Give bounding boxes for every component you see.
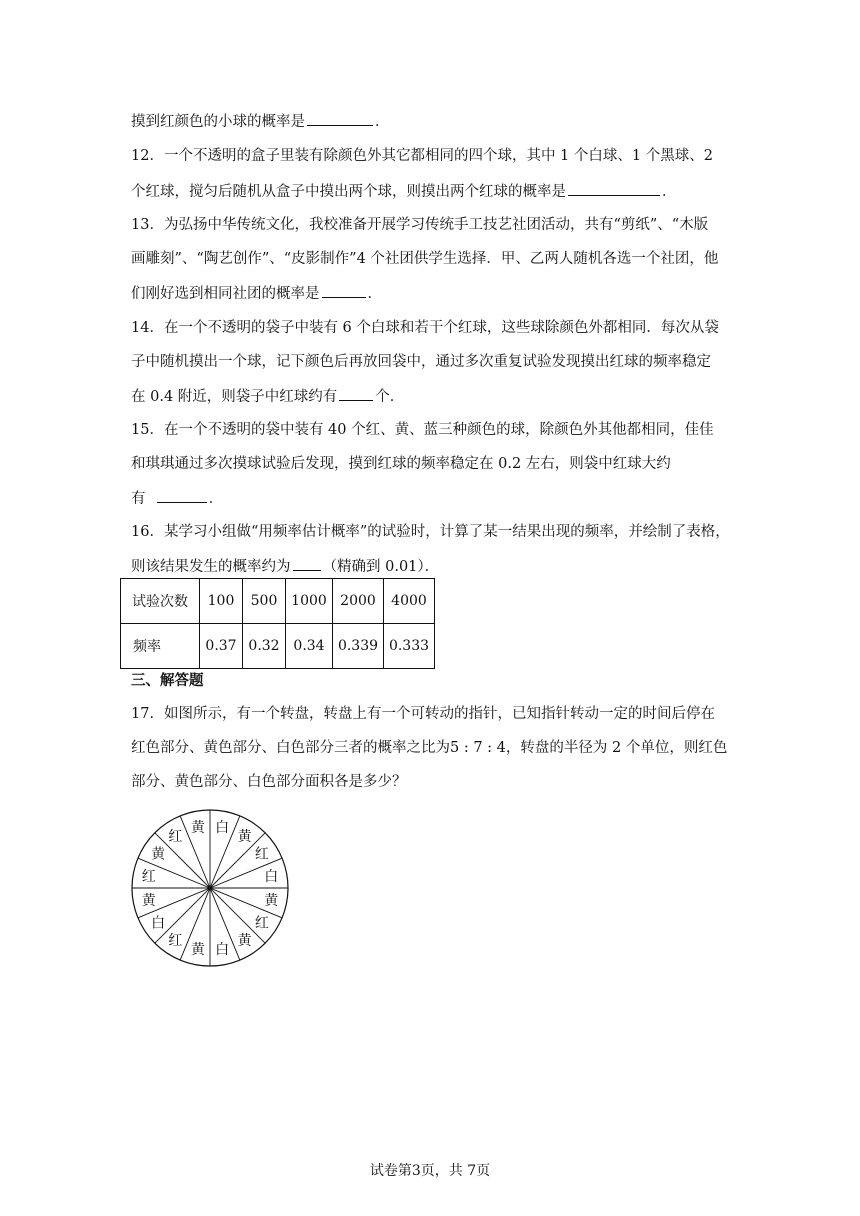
- spinner-wheel-figure: [128, 806, 292, 970]
- sector-label: 红: [254, 846, 269, 863]
- page-footer: 试卷第3页，共 7页: [369, 1163, 491, 1179]
- sector-label: 白: [264, 868, 279, 885]
- table-cell: 4000: [384, 579, 435, 624]
- sector-label: 黄: [190, 942, 205, 959]
- q13-line-3: 们刚好选到相同社团的概率是 ．: [131, 283, 731, 304]
- table-cell: 0.37: [200, 624, 243, 669]
- table-row: [121, 579, 435, 624]
- q14-line-1: 14．在一个不透明的袋子中装有 6 个白球和若干个红球，这些球除颜色外都相同．每次从袋: [131, 320, 719, 336]
- sector-label: 白: [215, 942, 230, 959]
- answer-blank: [307, 111, 373, 126]
- sector-label: 红: [141, 868, 156, 885]
- q14-line-3: 在 0.4 附近，则袋子中红球约有 个．: [131, 386, 731, 407]
- q17-line-2: 红色部分、黄色部分、白色部分三者的概率之比为5 : 7 : 4，转盘的半径为 2 个单位，则红色: [131, 740, 728, 756]
- table-header-cell: 频率: [121, 624, 200, 669]
- sector-label: 黄: [141, 893, 156, 910]
- sector-label: 白: [151, 915, 166, 932]
- table-cell: 0.339: [333, 624, 384, 669]
- table-cell: 1000: [286, 579, 333, 624]
- answer-blank: [157, 488, 207, 503]
- pointer-hub: [208, 886, 213, 891]
- frequency-table: [120, 578, 435, 669]
- q13-line-1: 13．为弘扬中华传统文化，我校准备开展学习传统手工技艺社团活动，共有“剪纸”、“木版: [131, 217, 709, 233]
- table-cell: 0.34: [286, 624, 333, 669]
- sector-label: 黄: [237, 932, 252, 949]
- table-header-cell: 试验次数: [121, 579, 200, 624]
- sector-label: 红: [168, 932, 183, 949]
- q15-line-3: 有 ．: [131, 488, 731, 509]
- q11-tail-line: 摸到红颜色的小球的概率是 ．: [131, 111, 731, 132]
- sector-label: 红: [168, 829, 183, 846]
- answer-blank: [568, 181, 660, 196]
- sector-label: 黄: [264, 893, 279, 910]
- q15-line-1: 15．在一个不透明的袋中装有 40 个红、黄、蓝三种颜色的球，除颜色外其他都相同，佳佳: [131, 422, 714, 438]
- answer-blank: [339, 386, 373, 401]
- table-cell: 2000: [333, 579, 384, 624]
- table-cell: 500: [243, 579, 286, 624]
- q12-line-1: 12．一个不透明的盒子里装有除颜色外其它都相同的四个球，其中 1 个白球、1 个黑球、2: [131, 148, 713, 164]
- table-cell: 0.333: [384, 624, 435, 669]
- q16-line-1: 16．某学习小组做“用频率估计概率”的试验时，计算了某一结果出现的频率，并绘制了表格，: [131, 524, 730, 540]
- q16-line-2: 则该结果发生的概率约为 （精确到 0.01）．: [131, 556, 731, 577]
- table-cell: 0.32: [243, 624, 286, 669]
- q17-line-3: 部分、黄色部分、白色部分面积各是多少？: [131, 774, 407, 790]
- section-title: 三、解答题: [131, 672, 204, 689]
- answer-blank: [322, 283, 366, 298]
- answer-blank: [293, 556, 321, 571]
- sector-label: 红: [254, 915, 269, 932]
- sector-label: 白: [215, 819, 230, 836]
- table-row: [121, 624, 435, 669]
- table-cell: 100: [200, 579, 243, 624]
- q13-line-2: 画雕刻”、“陶艺创作”、“皮影制作”4 个社团供学生选择．甲、乙两人随机各选一个社团，他: [131, 251, 719, 267]
- sector-label: 黄: [151, 846, 166, 863]
- q14-line-2: 子中随机摸出一个球，记下颜色后再放回袋中，通过多次重复试验发现摸出红球的频率稳定: [131, 354, 711, 370]
- sector-label: 黄: [237, 829, 252, 846]
- q12-line-2: 个红球，搅匀后随机从盒子中摸出两个球，则摸出两个红球的概率是 ．: [131, 181, 731, 202]
- q15-line-2: 和琪琪通过多次摸球试验后发现，摸到红球的频率稳定在 0.2 左右，则袋中红球大约: [131, 456, 671, 472]
- sector-label: 黄: [190, 819, 205, 836]
- q17-line-1: 17．如图所示，有一个转盘，转盘上有一个可转动的指针，已知指针转动一定的时间后停在: [131, 706, 715, 722]
